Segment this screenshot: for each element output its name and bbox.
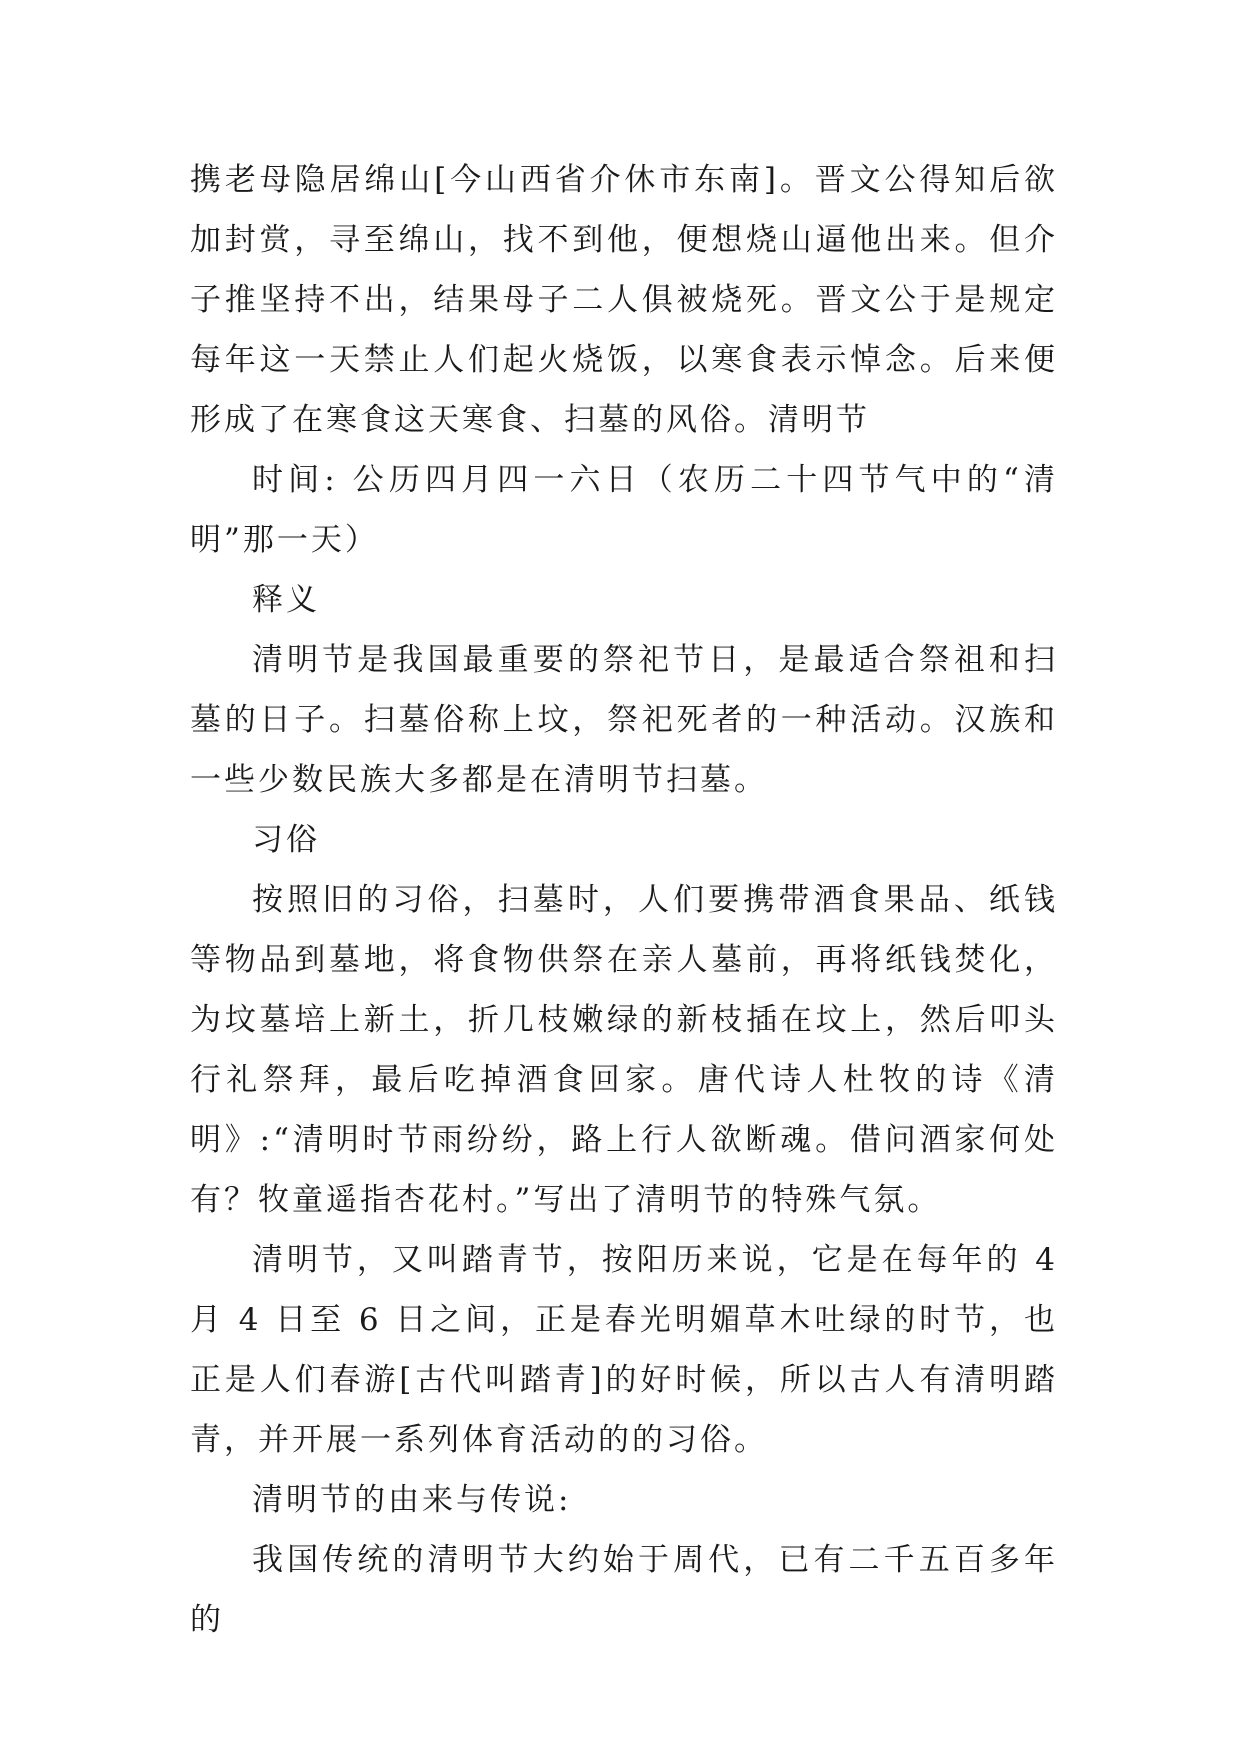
paragraph-jie-zitui-story: 携老母隐居绵山[今山西省介休市东南]。晋文公得知后欲加封赏，寻至绵山，找不到他，便想烧山逼他出来。但介子推坚持不出，结果母子二人俱被烧死。晋文公于是规定每年这一天禁止人们起火烧饭，以寒食表示悼念。后来便形成了在寒食这天寒食、扫墓的风俗。清明节 (190, 162, 1058, 438)
heading-definition: 释义 (252, 582, 320, 618)
heading-customs: 习俗 (252, 822, 320, 858)
paragraph-customs: 按照旧的习俗，扫墓时，人们要携带酒食果品、纸钱等物品到墓地，将食物供祭在亲人墓前，再将纸钱焚化，为坟墓培上新土，折几枝嫩绿的新枝插在坟上，然后叩头行礼祭拜，最后吃掉酒食回家。唐代诗人杜牧的诗《清明》:“清明时节雨纷纷，路上行人欲断魂。借问酒家何处有？牧童遥指杏花村。”写出了清明节的特殊气氛。 (190, 882, 1058, 1218)
paragraph-definition: 清明节是我国最重要的祭祀节日，是最适合祭祖和扫墓的日子。扫墓俗称上坟，祭祀死者的一种活动。汉族和一些少数民族大多都是在清明节扫墓。 (190, 642, 1058, 798)
paragraph-origin: 我国传统的清明节大约始于周代，已有二千五百多年的 (190, 1542, 1058, 1638)
heading-origin: 清明节的由来与传说: (252, 1482, 572, 1518)
document-body (190, 150, 1058, 1650)
paragraph-taqing: 清明节，又叫踏青节，按阳历来说，它是在每年的 4 月 4 日至 6 日之间，正是春光明媚草木吐绿的时节，也正是人们春游[古代叫踏青]的好时候，所以古人有清明踏青，并开展一系列体育活动的的习俗。 (190, 1242, 1058, 1458)
paragraph-date: 时间: 公历四月四一六日（农历二十四节气中的“清明”那一天） (190, 462, 1058, 558)
